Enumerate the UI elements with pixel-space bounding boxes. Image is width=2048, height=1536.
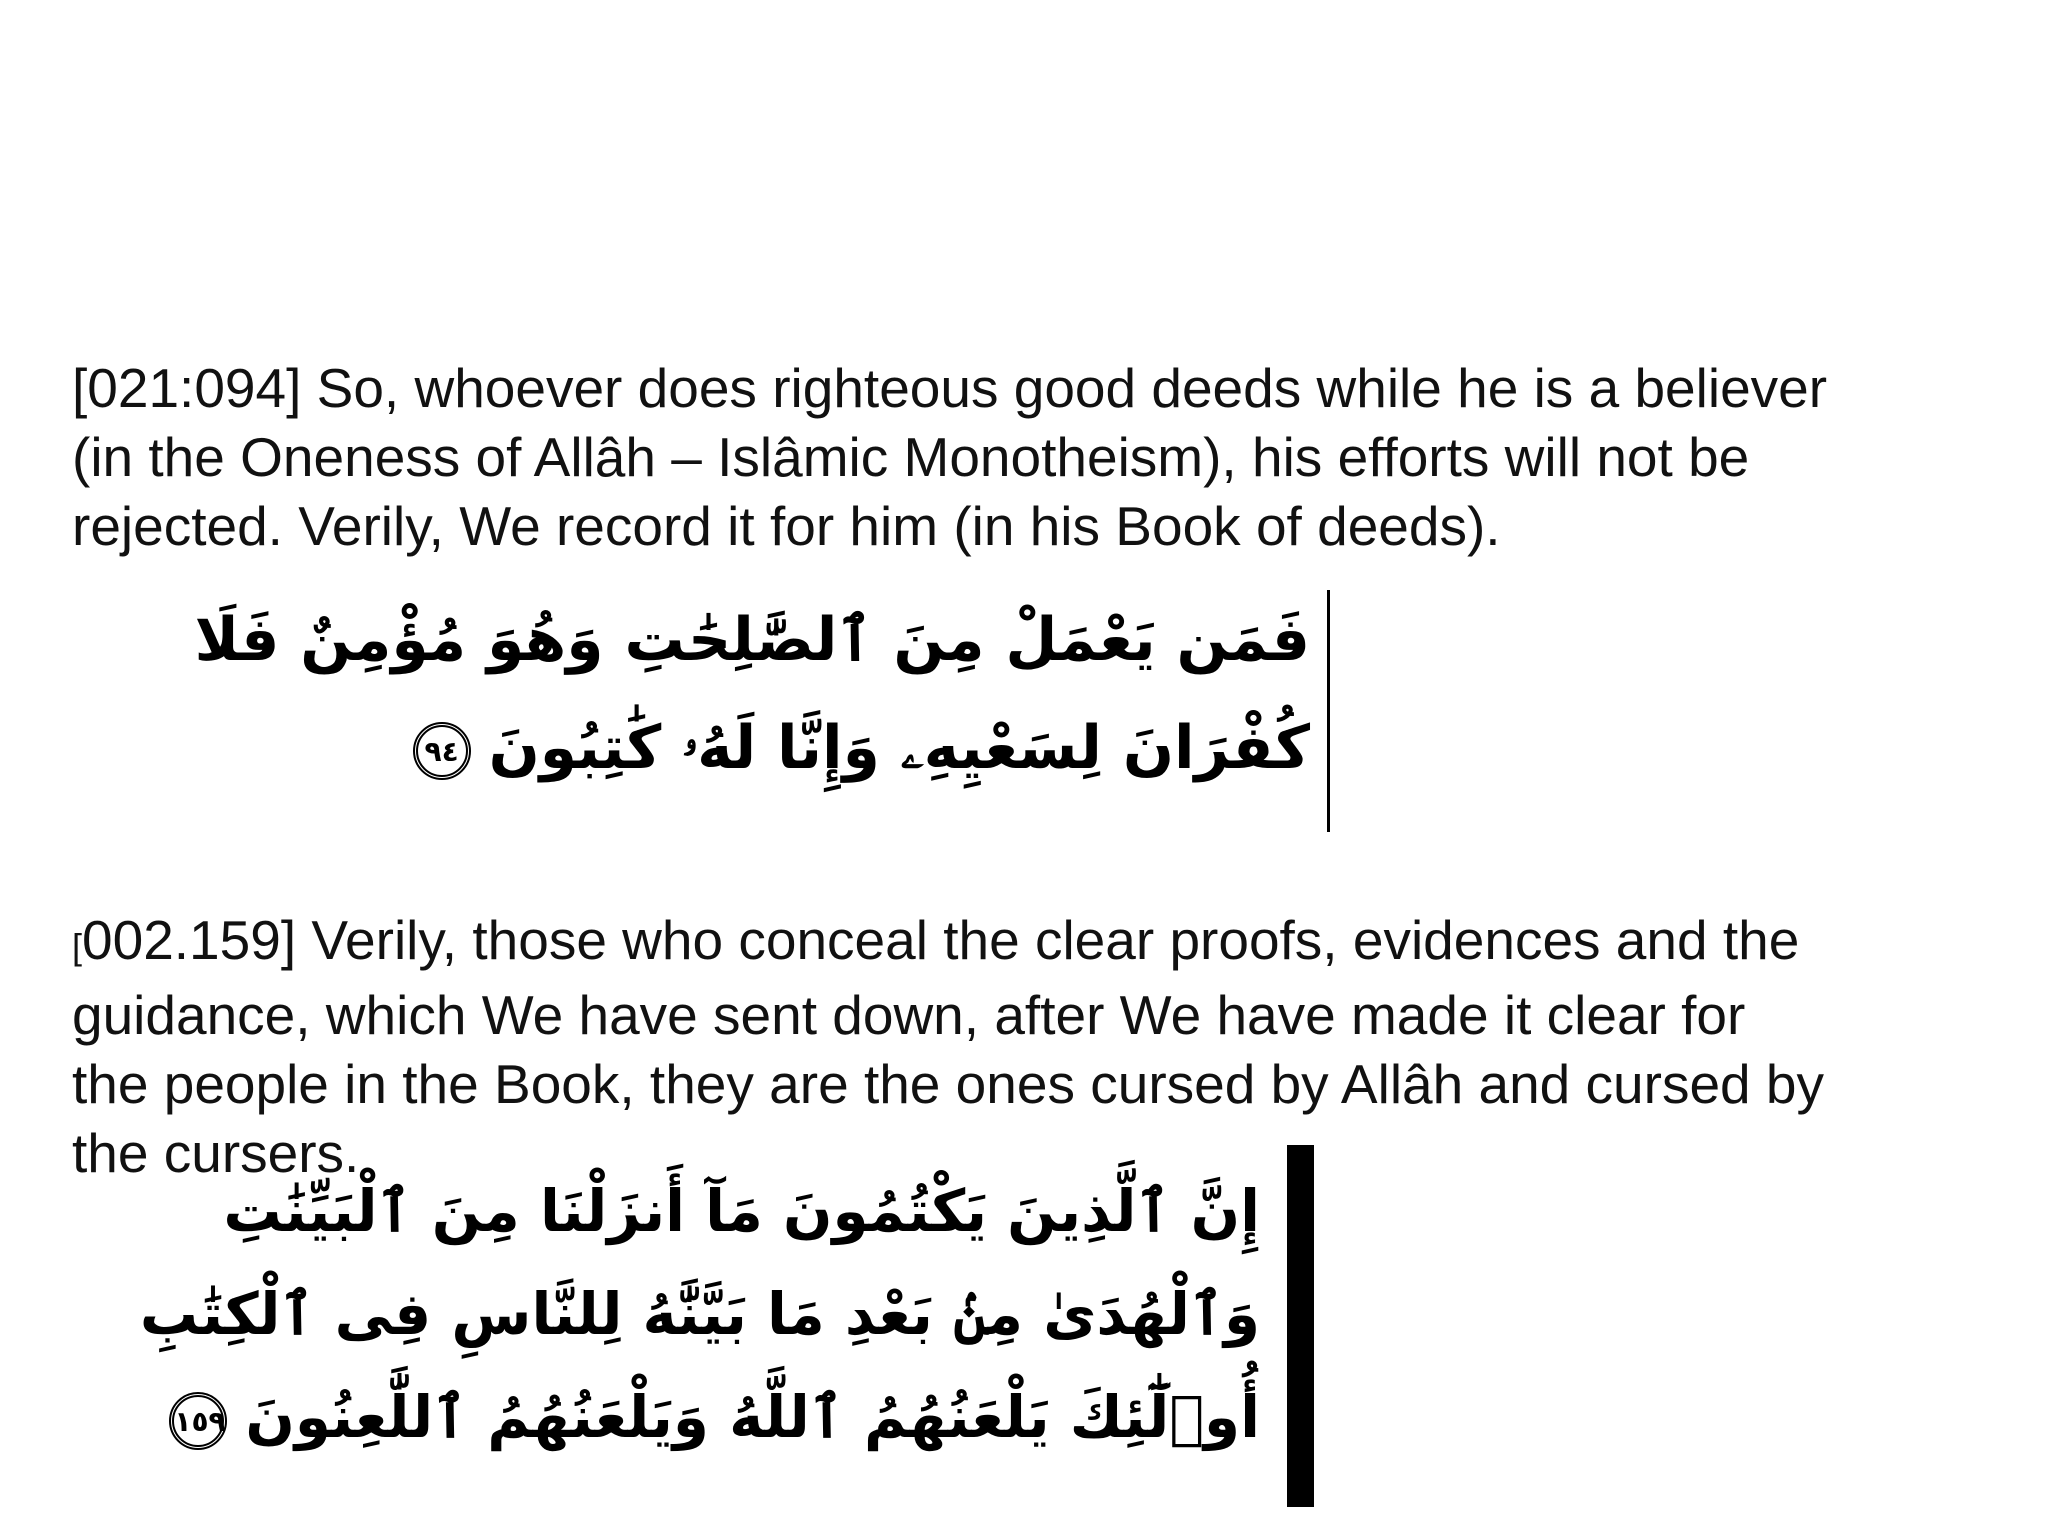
- arabic-line: إِنَّ ٱلَّذِينَ يَكْتُمُونَ مَآ أَنزَلْنَا مِنَ ٱلْبَيِّنَٰتِ: [223, 1177, 1260, 1245]
- verse-divider-line: [1327, 590, 1330, 832]
- verse-number-ornament: ٩٤: [413, 722, 471, 780]
- verse-002-159-translation: [72, 906, 1824, 1188]
- translation-line: the cursers.: [72, 1122, 360, 1184]
- arabic-line: وَٱلْهُدَىٰ مِنۢ بَعْدِ مَا بَيَّنَّٰهُ لِلنَّاسِ فِى ٱلْكِتَٰبِ: [139, 1280, 1260, 1348]
- translation-line: [021:094] So, whoever does righteous good deeds while he is a believer: [72, 357, 1828, 419]
- verse-divider-bar: [1287, 1145, 1314, 1507]
- translation-line: rejected. Verily, We record it for him (in his Book of deeds).: [72, 495, 1501, 557]
- arabic-line-with-marker: [424, 694, 1310, 802]
- verse-number-ornament: ١٥٩: [169, 1392, 227, 1450]
- arabic-line-with-marker: [174, 1366, 1260, 1469]
- verse-021-094-arabic: [194, 586, 1310, 802]
- verse-021-094-translation: [72, 354, 1827, 561]
- verse-002-159-arabic: [139, 1160, 1260, 1469]
- arabic-line-text: أُو۟لَٰٓئِكَ يَلْعَنُهُمُ ٱللَّهُ وَيَلْعَنُهُمُ ٱللَّٰعِنُونَ: [245, 1383, 1260, 1451]
- translation-line: 002.159] Verily, those who conceal the clear proofs, evidences and the: [82, 909, 1800, 971]
- opening-bracket: [: [72, 926, 83, 967]
- translation-line: the people in the Book, they are the ones cursed by Allâh and cursed by: [72, 1053, 1824, 1115]
- translation-line: (in the Oneness of Allâh – Islâmic Monotheism), his efforts will not be: [72, 426, 1750, 488]
- arabic-line-text: كُفْرَانَ لِسَعْيِهِۦ وَإِنَّا لَهُۥ كَٰتِبُونَ: [488, 713, 1310, 783]
- translation-line: guidance, which We have sent down, after We have made it clear for: [72, 984, 1746, 1046]
- arabic-line: فَمَن يَعْمَلْ مِنَ ٱلصَّٰلِحَٰتِ وَهُوَ مُؤْمِنٌ فَلَا: [194, 605, 1310, 675]
